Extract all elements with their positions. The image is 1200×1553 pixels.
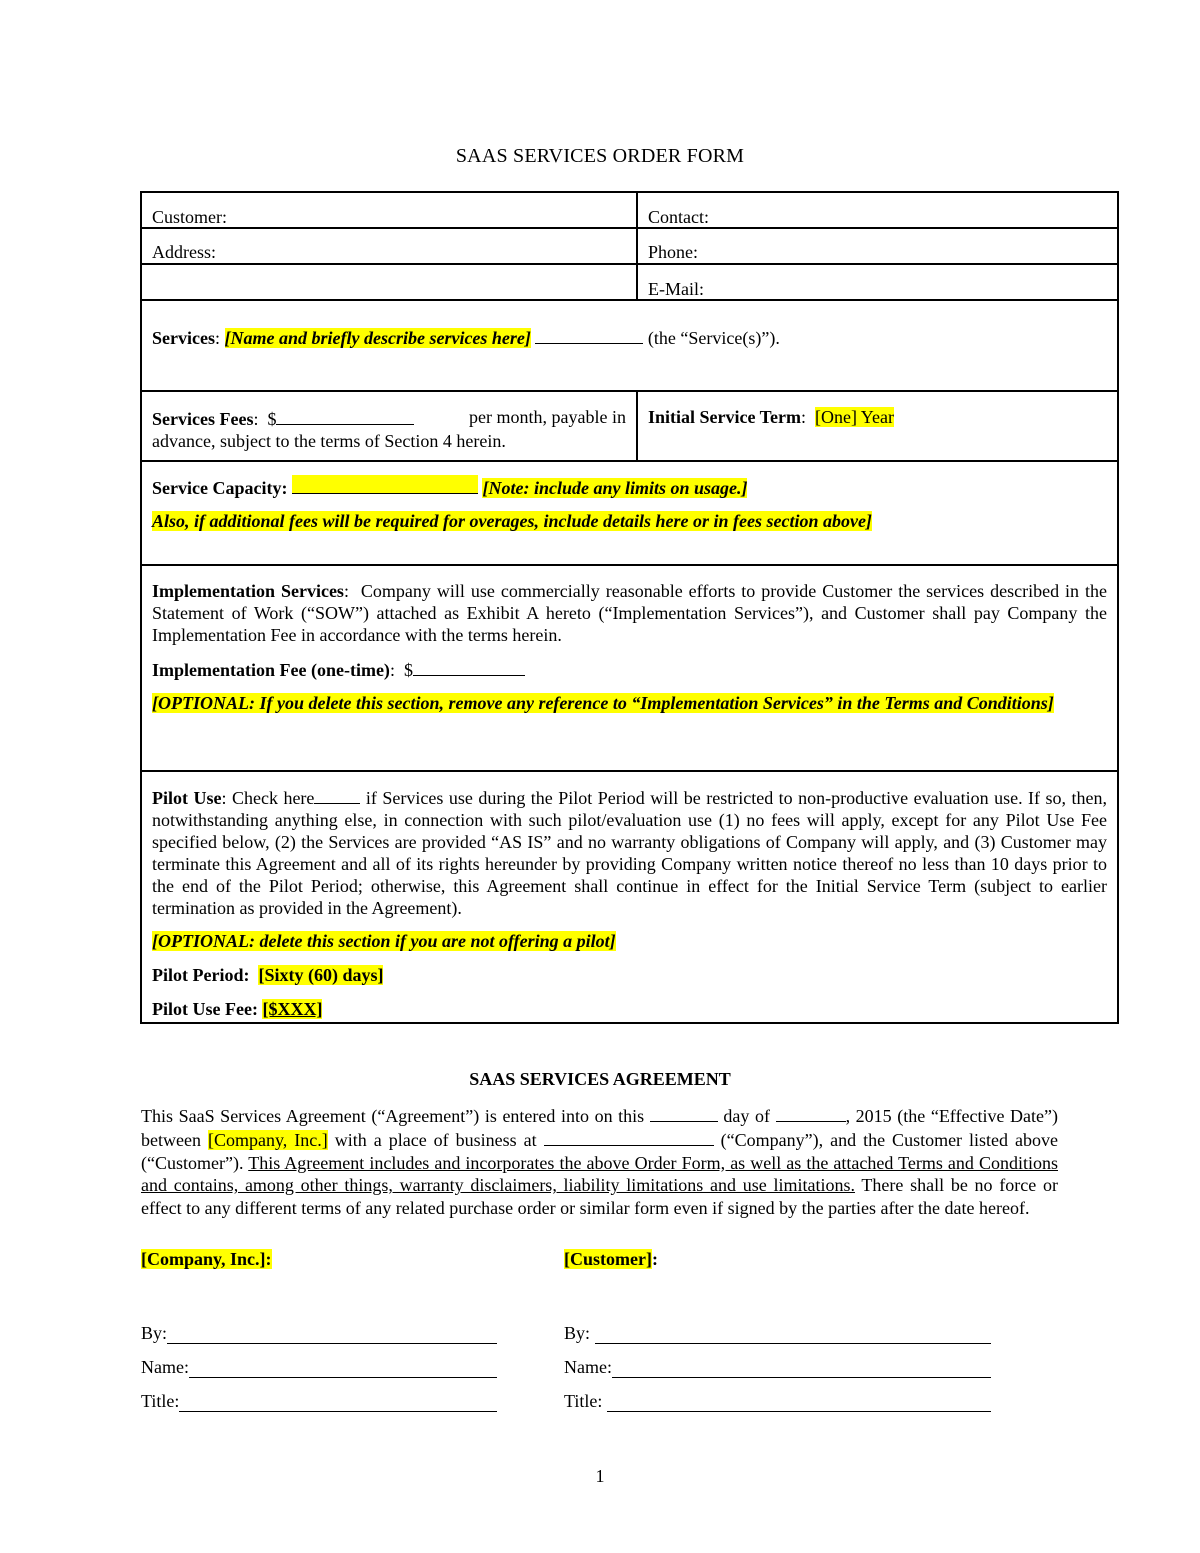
pilot-optional-note: [OPTIONAL: delete this section if you are not offering a pilot] <box>152 931 616 951</box>
contact-field[interactable]: Contact: <box>648 207 709 227</box>
customer-name-label: Name: <box>564 1357 612 1377</box>
place-of-business-blank[interactable] <box>544 1127 714 1146</box>
agreement-underlined-clause: This Agreement includes and incorporates the above Order Form, as well as the attached Terms and Conditions and contains, among other things, warranty disclaimers, liability limitations and use limitations. <box>141 1152 1058 1196</box>
pilot-row <box>142 772 1117 1022</box>
pilot-period-label: Pilot Period: <box>152 965 250 985</box>
fees-text: per month, payable in <box>469 407 626 427</box>
customer-title-line <box>564 1378 991 1412</box>
company-by-field[interactable] <box>167 1325 497 1344</box>
company-by-label: By: <box>141 1323 168 1343</box>
dollar-sign: $ <box>267 409 277 429</box>
agreement-text-3: , 2015 (the “Effective Date”) between <box>141 1106 1058 1151</box>
implementation-fee-colon: : <box>389 660 395 680</box>
customer-name-field[interactable] <box>612 1359 991 1378</box>
capacity-row <box>142 462 1117 566</box>
company-title-field[interactable] <box>179 1393 497 1412</box>
initial-term-colon: : <box>800 407 806 427</box>
company-name-line <box>141 1344 497 1378</box>
fees-blank[interactable] <box>276 406 414 425</box>
services-colon: : <box>214 328 225 348</box>
services-blank[interactable] <box>535 325 643 344</box>
agreement-paragraph <box>141 1103 1058 1219</box>
initial-term-field[interactable] <box>638 392 1117 460</box>
pilot-period-value: [Sixty (60) days] <box>258 965 384 985</box>
initial-term-value: [One] Year <box>815 407 894 427</box>
customer-field[interactable]: Customer: <box>142 193 638 227</box>
services-placeholder: [Name and briefly describe services here] <box>224 328 531 348</box>
implementation-row <box>142 566 1117 772</box>
service-capacity-field[interactable] <box>142 462 1117 564</box>
capacity-blank[interactable] <box>292 475 478 494</box>
pilot-use-label: Pilot Use <box>152 788 222 808</box>
company-placeholder: [Company, Inc.] <box>207 1130 328 1151</box>
pilot-use-field[interactable] <box>142 772 1117 1022</box>
document-title: SAAS SERVICES ORDER FORM <box>455 145 745 167</box>
agreement-text-6: There shall be no force or effect to any different terms of any related purchase order or similar form even if signed by the parties after the date hereof. <box>141 1175 1058 1218</box>
email-row <box>142 265 1117 301</box>
company-name-field[interactable] <box>189 1359 497 1378</box>
email-field[interactable]: E-Mail: <box>648 279 704 299</box>
agreement-title: SAAS SERVICES AGREEMENT <box>469 1069 731 1089</box>
company-title-label: Title: <box>141 1391 180 1411</box>
implementation-optional-note: [OPTIONAL: If you delete this section, remove any reference to “Implementation Services” in the Terms and Conditions] <box>152 693 1054 713</box>
customer-title-field[interactable] <box>607 1393 991 1412</box>
services-suffix: (the “Service(s)”). <box>643 328 780 348</box>
service-capacity-label: Service Capacity: <box>152 478 288 498</box>
customer-by-label: By: <box>564 1323 591 1343</box>
implementation-label: Implementation Services <box>152 581 344 601</box>
services-field[interactable] <box>142 301 1117 390</box>
customer-contact-row <box>142 193 1117 229</box>
services-fees-field[interactable] <box>142 392 638 460</box>
implementation-colon: : <box>343 581 349 601</box>
pilot-text-a: : Check here <box>221 788 315 808</box>
fees-term-row <box>142 392 1117 462</box>
agreement-text-5: (“Company”), and the Customer listed above (“Customer”). <box>141 1130 1059 1173</box>
pilot-fee-value: [$XXX] <box>262 999 323 1019</box>
services-fees-label: Services Fees <box>152 409 254 429</box>
customer-title-label: Title: <box>564 1391 603 1411</box>
implementation-field[interactable] <box>142 566 1117 770</box>
implementation-dollar: $ <box>403 660 413 680</box>
capacity-note-2: Also, if additional fees will be required for overages, include details here or in fees section above] <box>152 511 872 531</box>
pilot-check-blank[interactable] <box>314 785 360 804</box>
initial-term-label: Initial Service Term <box>648 407 801 427</box>
implementation-fee-blank[interactable] <box>413 657 525 676</box>
address-continued-field[interactable] <box>142 265 638 299</box>
company-signature-block <box>141 1248 497 1412</box>
services-label: Services <box>152 328 215 348</box>
page-number: 1 <box>595 1466 605 1486</box>
capacity-note: [Note: include any limits on usage.] <box>482 478 748 498</box>
fees-line2: advance, subject to the terms of Section 4 herein. <box>152 431 506 451</box>
company-signature-heading: [Company, Inc.]: <box>141 1249 272 1269</box>
services-fees-colon: : <box>253 409 259 429</box>
customer-by-line <box>564 1310 991 1344</box>
customer-name-line <box>564 1344 991 1378</box>
pilot-text-b: if Services use during the Pilot Period will be restricted to non-productive evaluation use. If so, then, notwithstanding anything else, in connection with such pilot/evaluation use (1) no fees will apply, except for any Pilot Use Fee specified below, (2) the Services are provided “AS IS” and no warranty obligations of Company will apply, and (3) Customer may terminate this Agreement and all of its rights hereunder by providing Company written notice thereof no less than 10 days prior to the end of the Pilot Period; otherwise, this Agreement shall continue in effect for the Initial Service Term (subject to earlier termination as provided in the Agreement). <box>152 788 1108 918</box>
day-blank[interactable] <box>650 1103 718 1122</box>
address-phone-row <box>142 229 1117 265</box>
customer-signature-heading: [Customer] <box>564 1249 652 1269</box>
services-row <box>142 301 1117 392</box>
agreement-text-1: This SaaS Services Agreement (“Agreement”) is entered into on this <box>141 1106 650 1126</box>
company-by-line <box>141 1310 497 1344</box>
month-blank[interactable] <box>776 1103 846 1122</box>
customer-by-field[interactable] <box>595 1325 991 1344</box>
address-field[interactable]: Address: <box>142 229 638 263</box>
pilot-fee-label: Pilot Use Fee: <box>152 999 258 1019</box>
phone-field[interactable]: Phone: <box>648 242 699 262</box>
company-name-label: Name: <box>141 1357 189 1377</box>
company-title-line <box>141 1378 497 1412</box>
agreement-text-4: with a place of business at <box>327 1130 544 1151</box>
customer-signature-block <box>564 1248 991 1412</box>
implementation-fee-label: Implementation Fee (one-time) <box>152 660 390 680</box>
agreement-text-2: day of <box>717 1106 776 1126</box>
implementation-text: Company will use commercially reasonable efforts to provide Customer the services described in the Statement of Work (“SOW”) attached as Exhibit A hereto (“Implementation Services”), and Customer shall pay Company the Implementation Fee in accordance with the terms herein. <box>152 581 1108 645</box>
customer-heading-colon: : <box>651 1249 658 1269</box>
order-form-table <box>140 191 1119 1024</box>
